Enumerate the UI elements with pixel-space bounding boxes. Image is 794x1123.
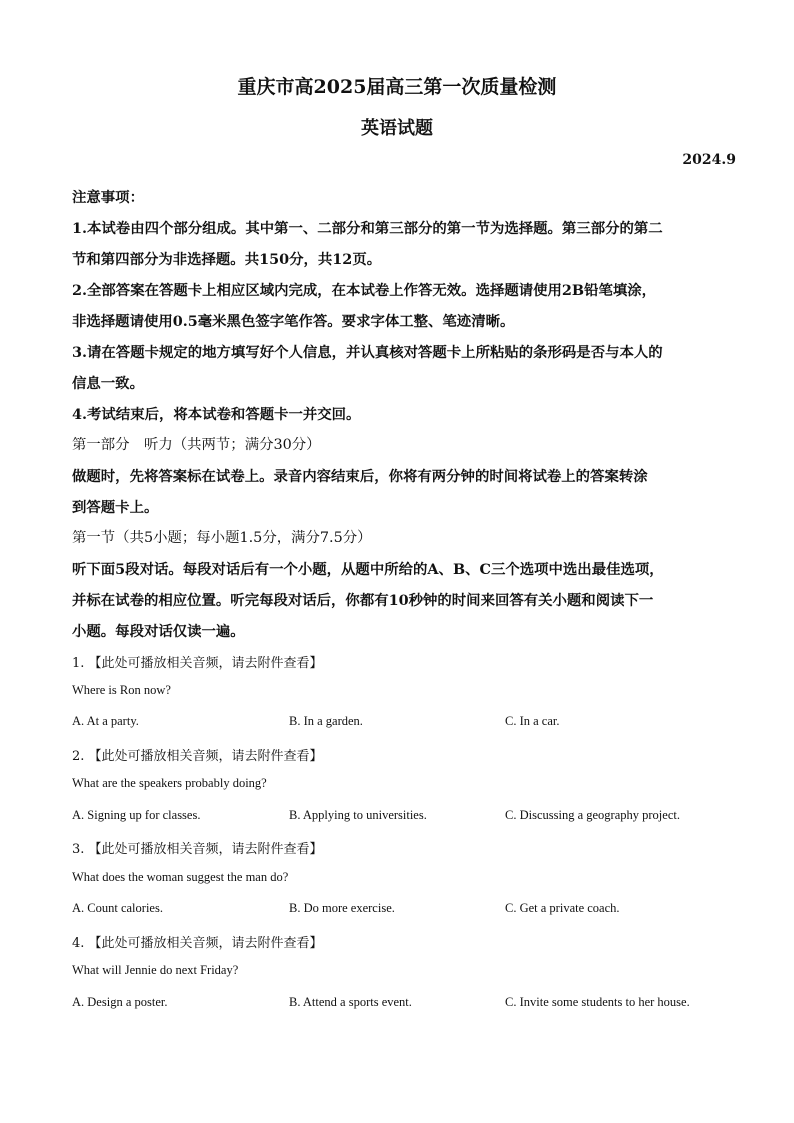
question-3-option-b: B. Do more exercise. bbox=[289, 901, 395, 915]
question-4-text: What will Jennie do next Friday? bbox=[72, 963, 239, 977]
notes-line: 2.全部答案在答题卡上相应区域内完成，在本试卷上作答无效。选择题请使用2B铅笔填涂， bbox=[72, 282, 657, 299]
question-4-option-a: A. Design a poster. bbox=[72, 995, 168, 1009]
notes-line: 信息一致。 bbox=[72, 375, 144, 392]
question-3-text: What does the woman suggest the man do? bbox=[72, 870, 289, 884]
question-2-option-c: C. Discussing a geography project. bbox=[505, 808, 680, 822]
notes-line: 节和第四部分为非选择题。共150分，共12页。 bbox=[72, 251, 382, 268]
part1-heading: 第一部分 听力（共两节；满分30分） bbox=[72, 437, 321, 453]
exam-date: 2024.9 bbox=[682, 152, 736, 168]
section1-instruction: 小题。每段对话仅读一遍。 bbox=[72, 623, 245, 640]
exam-subject: 英语试题 bbox=[361, 118, 433, 139]
question-1-text: Where is Ron now? bbox=[72, 683, 171, 697]
question-1-option-b: B. In a garden. bbox=[289, 714, 363, 728]
question-1-audio-label[interactable]: 1. 【此处可播放相关音频，请去附件查看】 bbox=[72, 656, 323, 671]
notes-line: 非选择题请使用0.5毫米黑色签字笔作答。要求字体工整、笔迹清晰。 bbox=[72, 313, 515, 330]
question-3-option-a: A. Count calories. bbox=[72, 901, 163, 915]
exam-title: 重庆市高2025届高三第一次质量检测 bbox=[237, 76, 557, 98]
part1-instruction: 到答题卡上。 bbox=[72, 499, 159, 516]
question-3-audio-label[interactable]: 3. 【此处可播放相关音频，请去附件查看】 bbox=[72, 842, 323, 857]
question-4-option-c: C. Invite some students to her house. bbox=[505, 995, 690, 1009]
question-1-option-a: A. At a party. bbox=[72, 714, 139, 728]
notes-line: 1.本试卷由四个部分组成。其中第一、二部分和第三部分的第一节为选择题。第三部分的第二 bbox=[72, 220, 663, 237]
section1-instruction: 听下面5段对话。每段对话后有一个小题，从题中所给的A、B、C三个选项中选出最佳选项， bbox=[72, 561, 664, 578]
section1-heading: 第一节（共5小题；每小题1.5分，满分7.5分） bbox=[72, 530, 372, 546]
question-3-option-c: C. Get a private coach. bbox=[505, 901, 620, 915]
notes-line: 4.考试结束后，将本试卷和答题卡一并交回。 bbox=[72, 406, 361, 423]
section1-instruction: 并标在试卷的相应位置。听完每段对话后，你都有10秒钟的时间来回答有关小题和阅读下一 bbox=[72, 592, 654, 609]
question-4-option-b: B. Attend a sports event. bbox=[289, 995, 412, 1009]
question-2-option-a: A. Signing up for classes. bbox=[72, 808, 201, 822]
question-2-audio-label[interactable]: 2. 【此处可播放相关音频，请去附件查看】 bbox=[72, 749, 323, 764]
question-4-audio-label[interactable]: 4. 【此处可播放相关音频，请去附件查看】 bbox=[72, 936, 323, 951]
notes-line: 3.请在答题卡规定的地方填写好个人信息，并认真核对答题卡上所粘贴的条形码是否与本人的 bbox=[72, 344, 663, 361]
question-2-option-b: B. Applying to universities. bbox=[289, 808, 427, 822]
question-1-option-c: C. In a car. bbox=[505, 714, 560, 728]
notes-section bbox=[72, 182, 724, 647]
question-2-text: What are the speakers probably doing? bbox=[72, 776, 267, 790]
notes-heading: 注意事项： bbox=[72, 189, 144, 206]
part1-instruction: 做题时，先将答案标在试卷上。录音内容结束后，你将有两分钟的时间将试卷上的答案转涂 bbox=[72, 468, 648, 485]
